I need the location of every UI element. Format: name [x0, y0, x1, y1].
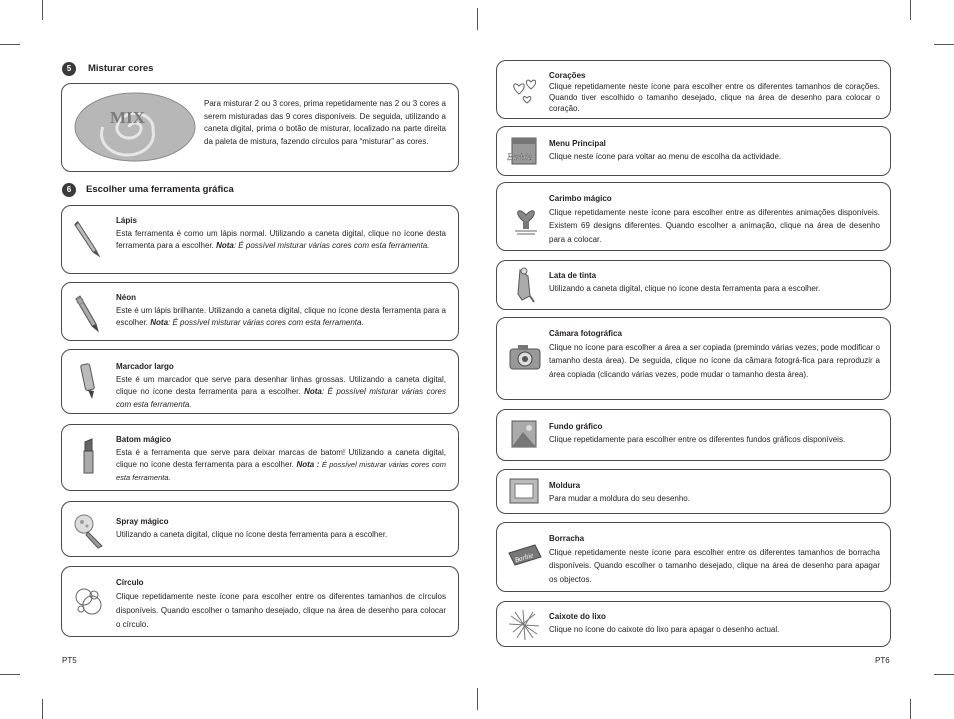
item-card-menu-principal: [496, 126, 891, 176]
lipstick-icon: [76, 437, 102, 477]
section-title-ferramenta: Escolher uma ferramenta gráfica: [86, 184, 234, 195]
note-text: : É possível misturar várias cores com esta ferramenta.: [233, 241, 430, 250]
item-card-borracha: [496, 522, 891, 592]
item-text-moldura: [549, 480, 880, 505]
crop-mark: [0, 44, 20, 45]
eraser-icon: [505, 541, 545, 571]
tool-text-spray: [116, 516, 446, 541]
item-title: Lata de tinta: [549, 271, 597, 280]
hearts-icon: [509, 72, 543, 106]
tool-description: Clique repetidamente neste ícone para escolher entre os diferentes tamanhos de círculos disponíveis. Quando escolher o tamanho desejado, clique na área de desenho para colocar o círculo.: [116, 592, 446, 629]
crop-mark: [934, 44, 954, 45]
item-card-coracoes: [496, 60, 891, 119]
crop-mark: [42, 0, 43, 20]
tool-card-spray: [61, 501, 459, 557]
note-label: Nota: [216, 241, 234, 250]
tool-description: Este é um lápis brilhante. Utilizando a caneta digital, clique no ícone desta ferramenta para a escolher.: [116, 305, 446, 327]
section-number-badge: 6: [62, 183, 76, 197]
note-label: Nota: [150, 318, 169, 327]
tool-description: Utilizando a caneta digital, clique no ícone desta ferramenta para a escolher.: [116, 529, 388, 539]
note-text: É possível misturar várias cores com esta ferramenta.: [116, 460, 446, 482]
mix-palette-image: [72, 89, 198, 165]
stamp-icon: [509, 197, 543, 237]
item-title: Borracha: [549, 534, 585, 543]
item-text-coracoes: [549, 70, 880, 114]
mix-description: Para misturar 2 ou 3 cores, prima repetidamente nas 2 ou 3 cores a serem misturadas das 9 cores disponíveis. De seguida, utilizando a caneta digital, prima o botão de misturar, localizado na parte direita da paleta de mistura, fazendo círculos para “misturar” as cores.: [204, 99, 446, 146]
eraser-logo-text: Barbie: [513, 551, 535, 565]
tool-title: Spray mágico: [116, 517, 169, 526]
tool-text-circulo: [116, 576, 446, 632]
item-card-fundo: [496, 409, 891, 461]
item-description: Clique repetidamente neste ícone para escolher entre os diferentes tamanhos de borracha disponíveis. Quando escolher o tamanho desejado, clique na área de desenho para apagar os objectos.: [549, 547, 880, 584]
tool-card-batom: [61, 424, 459, 491]
item-text-menu-principal: [549, 138, 880, 163]
tool-description: Este é um marcador que serve para desenhar linhas grossas. Utilizando a caneta digital, clique no ícone desta ferramenta para a escolher.: [116, 374, 446, 396]
note-label: Nota: [304, 387, 322, 396]
item-description: Clique no ícone do caixote do lixo para apagar o desenho actual.: [549, 624, 780, 634]
trash-icon: [507, 608, 543, 642]
item-text-camara: [549, 327, 880, 381]
item-description: Clique no ícone para escolher a área a ser copiada (premindo várias vezes, pode modificar o tamanho desta área). De seguida, clique no ícone da câmara fotográ-fica para reproduzir a área copiada (clicando várias vezes, pode mudar o tamanho desta área).: [549, 342, 880, 379]
item-text-lixo: [549, 611, 880, 636]
tool-text-neon: [116, 292, 446, 330]
section-title-misturar-cores: Misturar cores: [88, 63, 154, 74]
pencil-icon: [72, 218, 106, 258]
page-number-left: PT5: [62, 656, 77, 665]
menu-logo-text: Barbie: [507, 152, 532, 162]
crop-mark: [910, 0, 911, 20]
item-description: Clique repetidamente neste ícone para escolher entre as diferentes animações disponíveis. Existem 69 designs diferentes. Quando escolher a animação, clique na área de desenho para a colocar.: [549, 207, 880, 244]
tool-card-circulo: [61, 566, 459, 637]
tool-card-lapis: [61, 205, 459, 274]
item-text-lata: [549, 270, 880, 295]
item-description: Clique repetidamente para escolher entre os diferentes fundos gráficos disponíveis.: [549, 434, 846, 444]
page-number-right: PT6: [875, 656, 890, 665]
tool-text-marcador: [116, 361, 446, 411]
crop-mark: [0, 674, 20, 675]
tool-text-lapis: [116, 215, 446, 253]
tool-description: Esta ferramenta é como um lápis normal. Utilizando a caneta digital, clique no ícone desta ferramenta para a escolher.: [116, 228, 446, 250]
item-text-carimbo: [549, 192, 880, 246]
mix-word: MIX: [110, 108, 145, 127]
tool-card-neon: [61, 282, 459, 341]
menu-home-icon: [506, 134, 546, 170]
background-icon: [509, 418, 541, 452]
circles-icon: [72, 585, 106, 619]
note-text: : É possível misturar várias cores com esta ferramenta.: [116, 387, 447, 409]
item-description: Para mudar a moldura do seu desenho.: [549, 493, 690, 503]
item-card-moldura: [496, 469, 891, 514]
note-label: Nota :: [296, 460, 320, 469]
camera-icon: [506, 340, 546, 376]
spray-icon: [72, 510, 106, 550]
note-text: : É possível misturar várias cores com esta ferramenta.: [168, 318, 364, 327]
crop-mark: [42, 699, 43, 719]
item-card-camara: [496, 317, 891, 400]
item-card-lixo: [496, 601, 891, 647]
neon-pencil-icon: [72, 293, 106, 333]
crop-mark: [934, 674, 954, 675]
item-title: Fundo gráfico: [549, 422, 603, 431]
item-title: Carimbo mágico: [549, 194, 612, 203]
item-card-carimbo: [496, 182, 891, 251]
crop-mark: [477, 688, 478, 710]
item-title: Caixote do lixo: [549, 612, 606, 621]
tool-title: Batom mágico: [116, 435, 172, 444]
item-description: Utilizando a caneta digital, clique no ícone desta ferramenta para a escolher.: [549, 283, 821, 293]
item-description: Clique neste ícone para voltar ao menu de escolha da actividade.: [549, 151, 782, 161]
item-card-lata: [496, 260, 891, 310]
item-title: Câmara fotográfica: [549, 329, 622, 338]
tool-title: Lápis: [116, 216, 137, 225]
mix-panel: [61, 83, 459, 172]
paint-can-icon: [510, 266, 540, 306]
item-text-fundo: [549, 421, 880, 446]
tool-title: Marcador largo: [116, 362, 174, 371]
section-number-badge: 5: [62, 62, 76, 76]
tool-card-marcador: [61, 349, 459, 414]
crop-mark: [477, 8, 478, 30]
tool-title: Néon: [116, 293, 136, 302]
tool-title: Círculo: [116, 578, 144, 587]
item-title: Moldura: [549, 481, 581, 490]
item-title: Menu Principal: [549, 139, 606, 148]
item-text-borracha: [549, 532, 880, 586]
tool-description: Esta é a ferramenta que serve para deixar marcas de batom! Utilizando a caneta digital, clique no ícone desta ferramenta para a escolher.: [116, 447, 446, 469]
crop-mark: [910, 699, 911, 719]
item-title: Corações: [549, 71, 586, 80]
frame-icon: [508, 477, 542, 507]
marker-icon: [74, 362, 104, 402]
item-description: Clique repetidamente neste ícone para escolher entre os diferentes tamanhos de corações. Quando tiver escolhido o tamanho desejado, clique na área de desenho para colocar o coração.: [549, 82, 880, 113]
tool-text-batom: [116, 434, 446, 484]
